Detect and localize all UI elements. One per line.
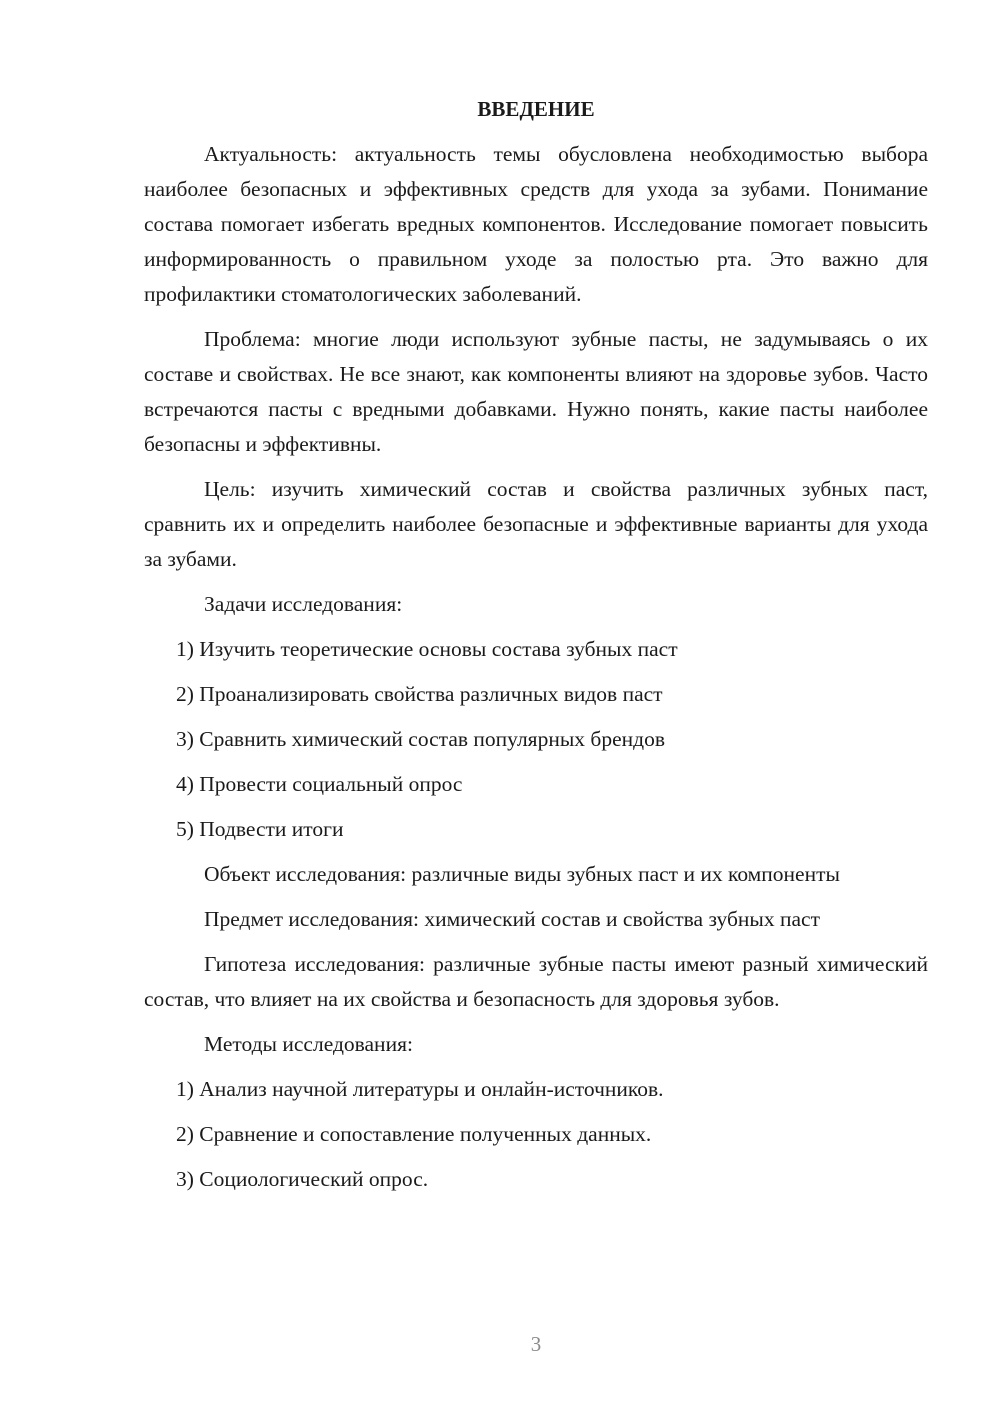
task-item-1: 1) Изучить теоретические основы состава зубных паст: [176, 637, 678, 661]
subject-paragraph: Предмет исследования: химический состав и свойства зубных паст: [204, 907, 820, 931]
method-item-3: 3) Социологический опрос.: [176, 1167, 429, 1191]
method-item-2: 2) Сравнение и сопоставление полученных данных.: [176, 1122, 652, 1146]
relevance-paragraph: Актуальность: актуальность темы обусловлена необходимостью выбора наиболее безопасных и эффективных средств для ухода за зубами. Понимание состава помогает избегать вредных компонентов. Исследование помогает повысить информированность о правильном уходе за полостью рта. Это важно для профилактики стоматологических заболеваний.: [144, 142, 928, 306]
hypothesis-paragraph: Гипотеза исследования: различные зубные пасты имеют разный химический состав, что влияет на их свойства и безопасность для здоровья зубов.: [144, 952, 928, 1011]
object-paragraph: Объект исследования: различные виды зубных паст и их компоненты: [204, 862, 840, 886]
task-item-5: 5) Подвести итоги: [176, 817, 344, 841]
problem-paragraph: Проблема: многие люди используют зубные пасты, не задумываясь о их составе и свойствах. Не все знают, как компоненты влияют на здоровье зубов. Часто встречаются пасты с вредными добавками. Нужно понять, какие пасты наиболее безопасны и эффективны.: [144, 327, 928, 456]
page-number: 3: [530, 1332, 542, 1356]
tasks-heading: Задачи исследования:: [204, 592, 403, 616]
method-item-1: 1) Анализ научной литературы и онлайн-источников.: [176, 1077, 664, 1101]
task-item-3: 3) Сравнить химический состав популярных брендов: [176, 727, 665, 751]
methods-heading: Методы исследования:: [204, 1032, 413, 1056]
task-item-4: 4) Провести социальный опрос: [176, 772, 463, 796]
task-item-2: 2) Проанализировать свойства различных видов паст: [176, 682, 663, 706]
goal-paragraph: Цель: изучить химический состав и свойства различных зубных паст, сравнить их и определить наиболее безопасные и эффективные варианты для ухода за зубами.: [144, 477, 928, 571]
section-title: ВВЕДЕНИЕ: [477, 97, 595, 121]
document-page: [144, 92, 928, 1207]
